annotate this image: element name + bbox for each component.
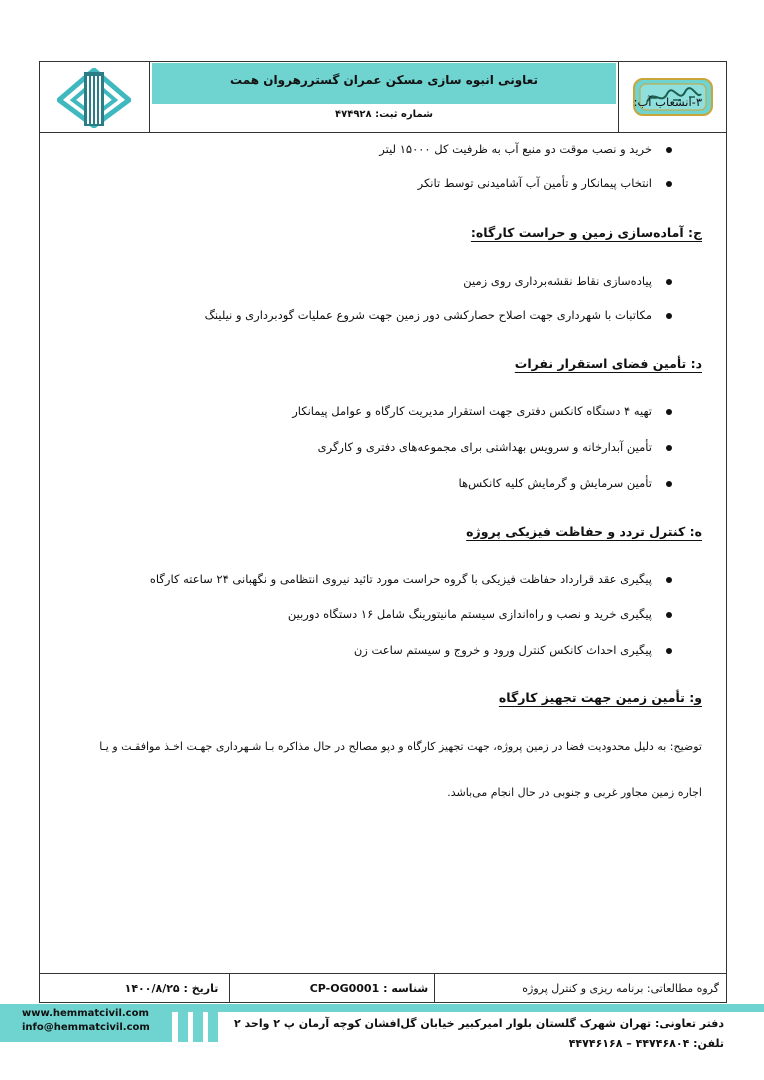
note-paragraph-line-2: اجاره زمین مجاور غربی و جنوبی در حال انجام می‌باشد. [447,786,702,799]
list-item: تهیه ۴ دستگاه کانکس دفتری جهت استقرار مدیریت کارگاه و عوامل پیمانکار [292,404,672,418]
bullet-icon [666,181,672,187]
bullet-icon [666,612,672,618]
bullet-icon [666,577,672,583]
bullet-icon [666,409,672,415]
building-logo-icon [57,68,131,128]
list-item: تأمین سرمایش و گرمایش کلیه کانکس‌ها [459,476,672,490]
bullet-icon [666,445,672,451]
decor-stripe [178,1004,188,1042]
list-item: انتخاب پیمانکار و تأمین آب آشامیدنی توسط تانکر [418,176,672,190]
note-paragraph-line-1: توضیح: به دلیل محدودیت فضا در زمین پروژه، جهت تجهیز کارگاه و دپو مصالح در حال مذاکره بـا شـهرداری جهـت اخـذ موافقـت و یـا [99,740,702,753]
list-item: تأمین آبدارخانه و سرویس بهداشتی برای مجموعه‌های دفتری و کارگری [318,440,672,454]
phone-numbers: تلفن: ۴۴۷۴۶۸۰۴ – ۴۴۷۴۶۱۶۸ [568,1037,724,1050]
website-link[interactable]: www.hemmatcivil.com [22,1008,149,1019]
letterhead [39,61,727,133]
bullet-icon [666,147,672,153]
section-heading-j: ج: آماده‌سازی زمین و حراست کارگاه: [470,225,702,240]
bullet-icon [666,313,672,319]
decor-stripe [193,1004,203,1042]
logo-cell [39,61,150,132]
section-heading-h: ه: کنترل تردد و حفاظت فیزیکی پروژه [466,524,702,539]
water-heading: ۳-انشعاب آب: [633,95,702,109]
cell-divider [229,974,230,1003]
list-item: پیگیری عقد قرارداد حفاظت فیزیکی با گروه حراست مورد تائید نیروی انتظامی و نگهبانی ۲۴ ساعته کارگاه [150,572,672,586]
list-item: خرید و نصب موقت دو منبع آب به ظرفیت کل ۱۵۰۰۰ لیتر [379,142,672,156]
bullet-icon [666,481,672,487]
registration-number: شماره ثبت: ۴۷۴۹۲۸ [335,109,433,120]
bullet-icon [666,648,672,654]
list-item: مکاتبات با شهرداری جهت اصلاح حصارکشی دور زمین جهت شروع عملیات گودبرداری و نیلینگ [205,308,672,322]
bullet-icon [666,279,672,285]
list-item: پیگیری احداث کانکس کنترل ورود و خروج و سیستم ساعت زن [354,643,672,657]
letterhead-title-area [150,61,618,132]
section-heading-d: د: تأمین فضای استقرار نفرات [514,356,702,371]
list-item: پیاده‌سازی نقاط نقشه‌برداری روی زمین [463,274,672,288]
document-info-row [39,973,727,1003]
list-item: پیگیری خرید و نصب و راه‌اندازی سیستم مانیتورینگ شامل ۱۶ دستگاه دوربین [288,607,672,621]
study-group: گروه مطالعاتی: برنامه ریزی و کنترل پروژه [522,982,719,995]
section-heading-v: و: تأمین زمین جهت تجهیز کارگاه [498,690,702,705]
email-link[interactable]: info@hemmatcivil.com [22,1022,150,1033]
organization-name: تعاونی انبوه سازی مسکن عمران گستررهروان همت [230,73,538,87]
decor-stripe [208,1004,218,1042]
office-address: دفتر تعاونی: تهران شهرک گلستان بلوار امیرکبیر خیابان گل‌افشان کوچه آرمان پ ۲ واحد ۲ [233,1017,724,1030]
document-date: تاریخ : ۱۴۰۰/۸/۲۵ [124,982,219,995]
document-id: شناسه : CP-OG0001 [309,982,429,995]
cell-divider [434,974,435,1003]
